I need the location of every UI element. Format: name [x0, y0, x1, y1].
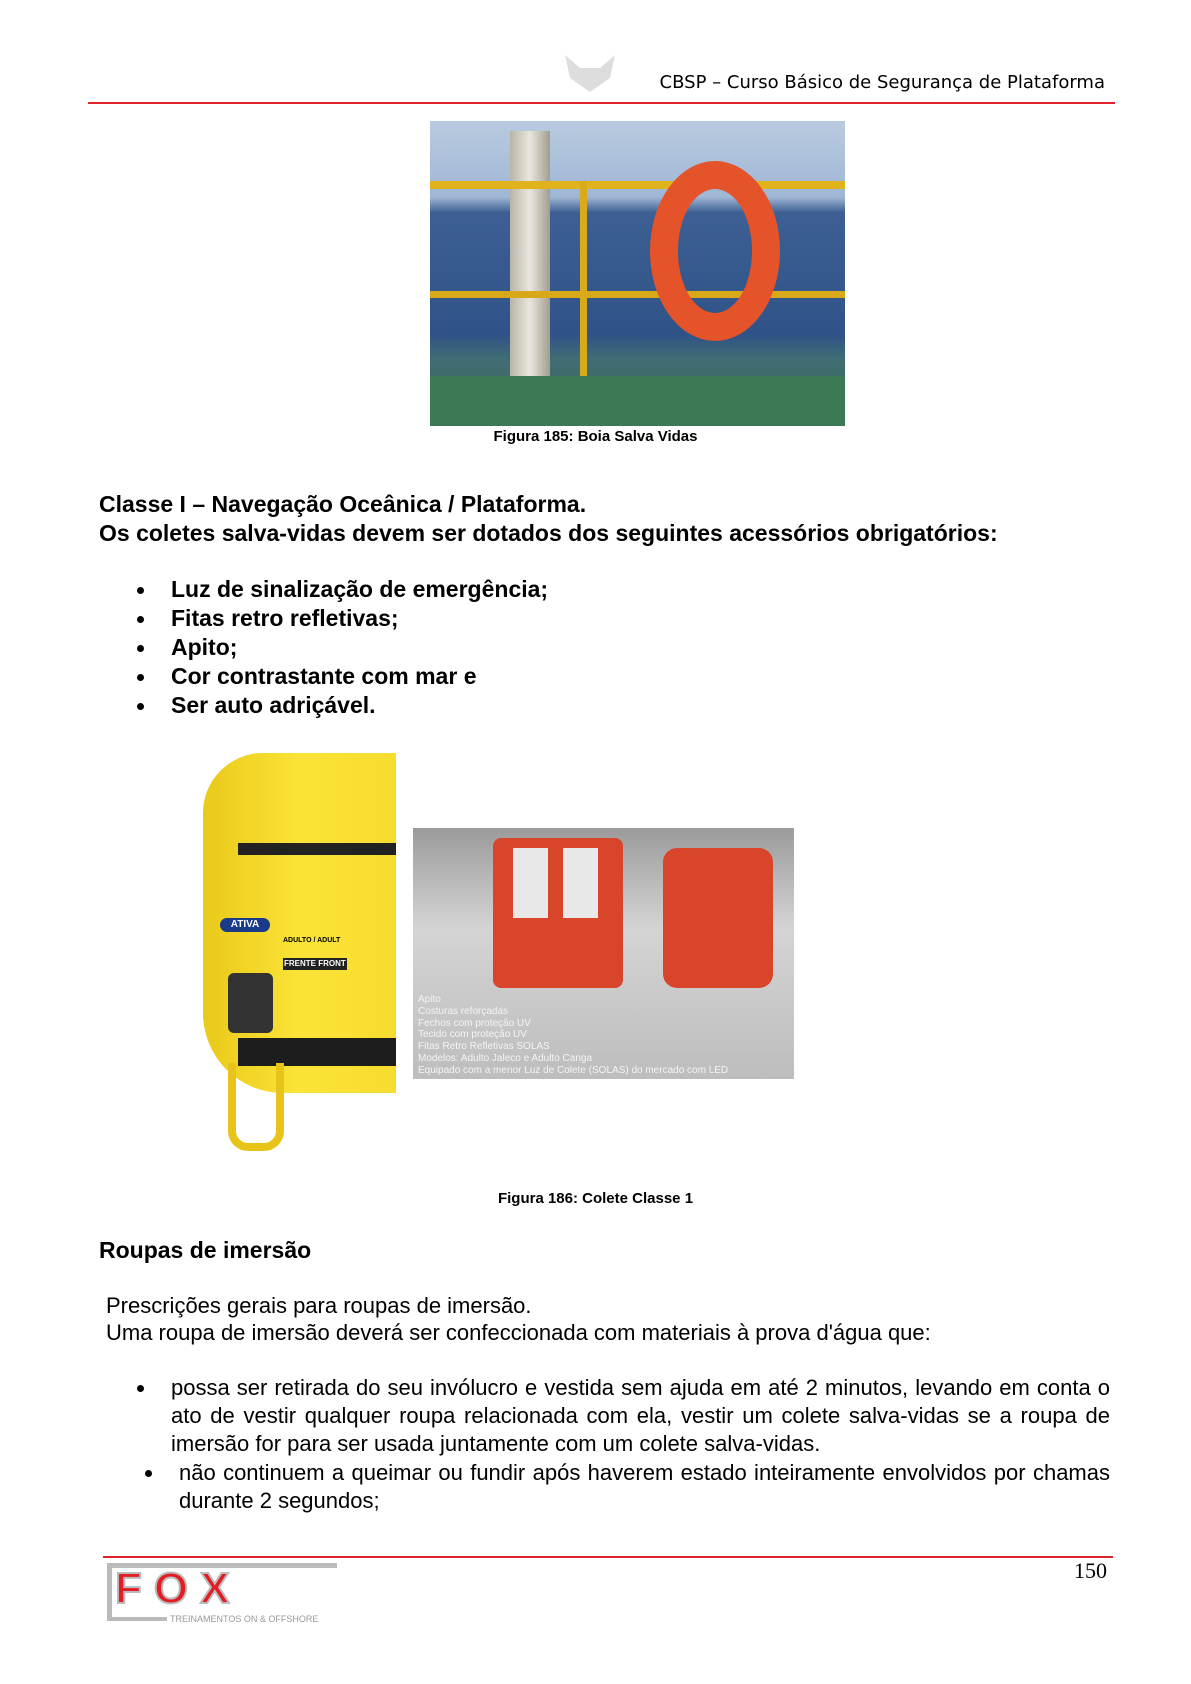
fox-logo: [107, 1563, 338, 1627]
paragraph: Uma roupa de imersão deverá ser confeccionada com materiais à prova d'água que:: [106, 1320, 931, 1345]
class-heading: Classe I – Navegação Oceânica / Plataforma.: [99, 491, 587, 517]
immersion-heading: Roupas de imersão: [99, 1237, 312, 1263]
vest-brand-label: ATIVA: [220, 918, 270, 932]
footer-divider: [103, 1556, 1113, 1558]
list-item: possa ser retirada do seu invólucro e vestida sem ajuda em até 2 minutos, levando em conta o ato de vestir qualquer roupa relacionada com ela, vestir um colete salva-vidas se a roupa de imersão for para ser usada juntamente com um colete salva-vidas.: [171, 1375, 1110, 1456]
fox-watermark-icon: [560, 50, 620, 95]
list-item: Fitas retro refletivas;: [171, 605, 399, 631]
accessories-heading: Os coletes salva-vidas devem ser dotados dos seguintes acessórios obrigatórios:: [99, 520, 998, 546]
header-title: CBSP – Curso Básico de Segurança de Plataforma: [659, 72, 1105, 93]
feature-item: Modelos: Adulto Jaleco e Adulto Canga: [418, 1052, 593, 1064]
list-item: Ser auto adriçável.: [171, 692, 376, 718]
list-item: não continuem a queimar ou fundir após haverem estado inteiramente envolvidos por chamas durante 2 segundos;: [179, 1460, 1110, 1513]
paragraph: Prescrições gerais para roupas de imersão.: [106, 1293, 532, 1318]
vest-size-label: ADULTO / ADULT: [283, 937, 341, 944]
vest-front-label: FRENTE FRONT: [284, 959, 346, 968]
vest-features-list: [418, 994, 728, 1077]
logo-subtitle: TREINAMENTOS ON & OFFSHORE: [170, 1614, 319, 1624]
page-number: 150: [1074, 1558, 1107, 1583]
figure-185-caption: Figura 185: Boia Salva Vidas: [493, 428, 698, 445]
feature-item: Costuras reforçadas: [418, 1005, 509, 1017]
feature-item: Apito: [418, 994, 441, 1005]
orange-vests-photo: [413, 828, 794, 1079]
logo-text: FOX: [115, 1568, 242, 1610]
immersion-list: [130, 1374, 1110, 1515]
figure-186-caption: Figura 186: Colete Classe 1: [497, 1190, 694, 1207]
list-item: Apito;: [171, 634, 238, 660]
feature-item: Fitas Retro Refletivas SOLAS: [418, 1041, 550, 1053]
header-divider: [88, 102, 1115, 104]
feature-item: Tecido com proteção UV: [418, 1029, 527, 1041]
list-item: Cor contrastante com mar e: [171, 663, 477, 689]
lifebuoy-photo: [430, 121, 845, 426]
yellow-vest-photo: [198, 733, 396, 1153]
list-item: Luz de sinalização de emergência;: [171, 576, 549, 602]
feature-item: Fechos com proteção UV: [418, 1017, 531, 1029]
feature-item: Equipado com a menor Luz de Colete (SOLAS) do mercado com LED: [418, 1064, 729, 1076]
